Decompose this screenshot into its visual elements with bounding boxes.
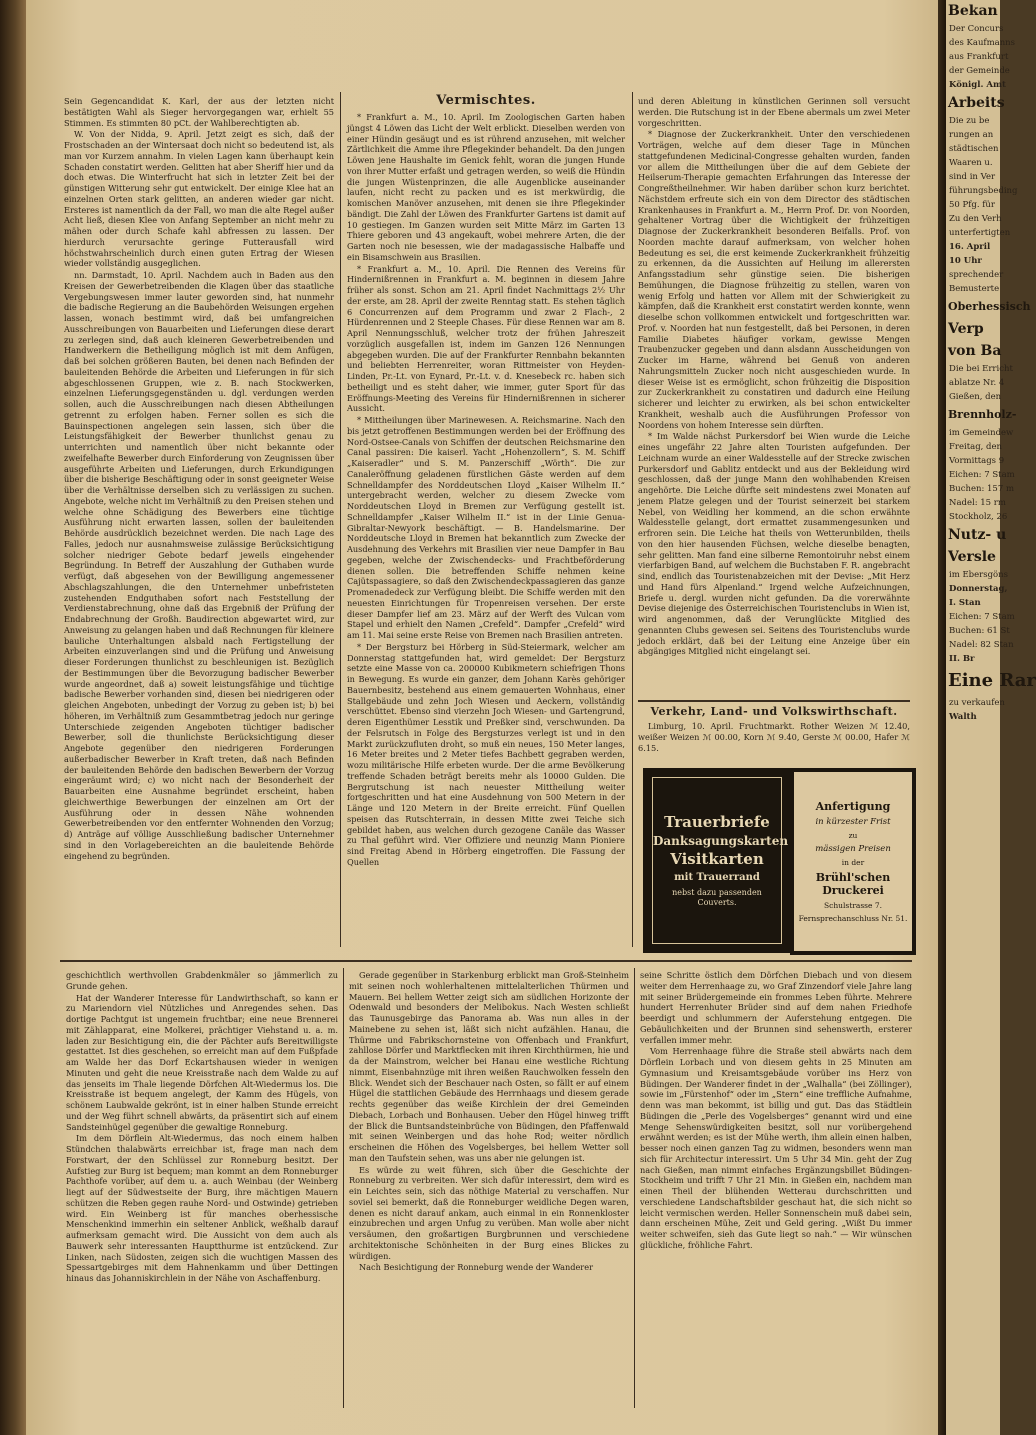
article-paragraph: * Mittheilungen über Marinewesen. A. Reichsmarine. Nach den bis jetzt getroffenen Bestimmungen werden bei der Eröffnung des Nord-Ostsee-Canals von Schiffen der deutschen Reichsmarine den Canal passiren: Die kaiserl. Yacht „Hohenzollern“, S. M. Schiff „Kaiseradler“ und S. M. Panzerschiff „Wörth“. Die zur Canaleröffnung geladenen fürstlichen Gäste werden auf dem Schnelldampfer des Norddeutschen Lloyd „Kaiser Wilhelm II.“ untergebracht werden, welcher zu diesem Zwecke vom Norddeutschen Lloyd in Bremen zur Verfügung gestellt ist. Schnelldampfer „Kaiser Wilhelm II.“ ist in der Linie Genua-Gibraltar-Newyork beschäftigt. — B. Handelsmarine. Der Norddeutsche Lloyd in Bremen hat bekanntlich zum Zwecke der Ausdehnung des Verkehrs mit Brasilien vier neue Dampfer in Bau gegeben, welche der Zwischendecks- und Frachtbeförderung dienen sollen. Die betreffenden Schiffe nehmen keine Cajütspassagiere, so daß den Zwischendeckpassagieren das ganze Promenadedeck zur Verfügung bleibt. Die Schiffe werden mit den neuesten Einrichtungen für Tropenreisen versehen. Der erste dieser Dampfer lief am 23. März auf der Werft des Vulcan vom Stapel und erhielt den Namen „Crefeld“. Dampfer „Crefeld“ wird am 11. Mai seine erste Reise von Bremen nach Brasilien antreten. xyxy=(347,415,625,640)
next-page-line: Eichen: 7 Stam xyxy=(949,612,1015,622)
article-paragraph: * Frankfurt a. M., 10. April. Im Zoologischen Garten haben jüngst 4 Löwen das Licht der Welt erblickt. Dieselben werden von einer Hündin gesäugt und es ist rührend anzusehen, mit welcher Zärtlichkeit die Amme ihre Pflegekinder behandelt. Da den jungen Löwen jene Haushalte im Genick fehlt, woran die jungen Hunde von ihrer Mutter erfaßt und getragen werden, so weiß die Hündin die jungen Wüstenprinzen, die alle Augenblicke auseinander laufen, nicht recht zu packen und es ist merkwürdig, die komischen Manöver anzusehen, mit denen sie ihre Pflegekinder bändigt. Die Zahl der Löwen des Frankfurter Gartens ist damit auf 10 gestiegen. Im Ganzen wurden seit Mitte März im Garten 13 Thiere geboren und 43 angekauft, wobei mehrere Arten, die der Garten noch nie besessen, wie der madagassische Halbaffe und ein Bisamschwein aus Brasilien. xyxy=(347,112,625,262)
next-page-line: ablatze Nr. 4 xyxy=(949,378,1005,388)
next-page-line: Vormittags 9 xyxy=(949,456,1005,466)
next-page-line: Buchen: 157 m xyxy=(949,484,1015,494)
next-page-line: 50 Pfg. für xyxy=(949,200,995,210)
next-page-line: städtischen xyxy=(949,144,999,154)
next-page-line: Bemusterte xyxy=(949,284,1000,294)
ad-line: Danksagungskarten xyxy=(653,833,789,848)
next-page-line: Die bei Erricht xyxy=(949,364,1013,374)
column-2 xyxy=(347,92,625,950)
article-paragraph: * Frankfurt a. M., 10. April. Die Rennen des Vereins für Hindernißrennen in Frankfurt a. M. beginnen in diesem Jahre früher als sonst. Schon am 21. April findet Nachmittags 2½ Uhr der erste, am 28. April der zweite Renntag statt. Es stehen täglich 6 Concurrenzen auf dem Programm und zwar 2 Flach-, 2 Hürdenrennen und 2 Steeple Chases. Für diese Rennen war am 8. April Nennungsschluß, welcher trotz der frühen Jahreszeit vorzüglich ausgefallen ist, indem im Ganzen 126 Nennungen abgegeben wurden. Die auf der Frankfurter Rennbahn bekannten und beliebten Herrenreiter, woran Rittmeister von Heyden-Linden, Pr.-Lt. von Eynard, Pr.-Lt. v. d. Knesebeck rc. haben sich betheiligt und es steht daher, wie immer, guter Sport für das Eröffnungs-Meeting des Vereins für Hindernißrennen in sicherer Aussicht. xyxy=(347,263,625,414)
ad-line: mässigen Preisen xyxy=(815,844,891,854)
next-page-line: zu verkaufen xyxy=(949,698,1005,708)
column-rule xyxy=(340,92,341,947)
next-page-line: sind in Ver xyxy=(949,172,996,182)
market-heading: Verkehr, Land- und Volkswirthschaft. xyxy=(650,705,898,718)
next-page-line: Nutz- u xyxy=(948,527,1007,543)
column-rule xyxy=(343,968,344,1408)
next-page-line: Versle xyxy=(948,549,996,565)
article-paragraph: * Diagnose der Zuckerkrankheit. Unter den verschiedenen Vorträgen, welche auf dem dieser Tage in München stattgefundenen Medicinal-Congresse gehalten wurden, fanden vor allem die Mittheilungen über die auf dem Gebiete der Heilserum-Therapie gemachten Erfahrungen das Interesse der Congreßtheilnehmer. Wir haben darüber schon kurz berichtet. Nächstdem erfreute sich ein von dem Director des städtischen Krankenhauses in Frankfurt a. M., Herrn Prof. Dr. von Noorden, gehaltener Vortrag über die Wichtigkeit der frühzeitigen Diagnose der Zuckerkrankheit besonderen Beifalls. Prof. von Noorden machte darauf aufmerksam, von welcher hohen Bedeutung es sei, die erst keimende Zuckerkrankheit frühzeitig zu erkennen, da die Aussichten auf Heilung im allerersten Anfangsstadium sehr günstige seien. Die bisherigen Bemühungen, die Diagnose frühzeitig zu stellen, waren von wenig Erfolg und hatten vor Allem mit der Schwierigkeit zu kämpfen, daß die Krankheit erst constatirt werden konnte, wenn dieselbe schon vollkommen entwickelt und fortgeschritten war. Prof. v. Noorden hat nun festgestellt, daß bei Personen, in deren Familie Diabetes häufiger vorkam, gewisse Mengen Traubenzucker gegeben und dann alsdann Ausscheidungen von Zucker im Harne, während bei Genuß von anderen Nahrungsmitteln Zucker noch nicht ausgeschieden wurde. In dieser Weise ist es ermöglicht, schon frühzeitig die Disposition zur Zuckerkrankheit zu constatiren und dadurch eine Heilung sicherer und leichter zu erwirken, als bei schon entwickelter Krankheit, weshalb auch die Ausführungen Professor von Noordens von hohem Interesse sein dürften. xyxy=(638,129,910,430)
article-paragraph: Sein Gegencandidat K. Karl, der aus der letzten nicht bestätigten Wahl als Sieger hervorgegangen war, erhielt 55 Stimmen. Es stimmten 80 pCt. der Wahlberechtigten ab. xyxy=(64,96,334,128)
article-paragraph: Nach Besichtigung der Ronneburg wende der Wanderer xyxy=(359,1262,593,1273)
page-gutter xyxy=(938,0,946,1435)
next-page-line: im Ebersgöns xyxy=(949,570,1008,580)
bottom-column-3 xyxy=(640,970,912,1410)
next-page-line: Der Concurs xyxy=(949,24,1004,34)
next-page-line: Arbeits xyxy=(948,95,1005,111)
next-page-line: sprechender xyxy=(949,270,1004,280)
next-page-line: I. Stan xyxy=(949,598,981,608)
ad-line: nebst dazu passenden Couverts. xyxy=(672,887,762,907)
next-page-line: des Kaufmanns xyxy=(949,38,1016,48)
article-paragraph: Gerade gegenüber in Starkenburg erblickt man Groß-Steinheim mit seinen noch wohlerhaltenen mittelalterlichen Thürmen und Mauern. Bei hellem Wetter zeigt sich am südlichen Horizonte der Odenwald und besonders der Melibokus. Nach Westen schließt das Taunusgebirge das Panorama ab. Was nun alles in der Mainebene zu sehen ist, läßt sich nicht aufzählen. Hanau, die Thürme und Fabrikschornsteine von Offenbach und Frankfurt, zahllose Dörfer und Marktflecken mit ihren Kirchthürmen, hie und da der Mainstrom, welcher bei Hanau eine westliche Richtung nimmt, Eisenbahnzüge mit ihren weißen Rauchwolken fesseln den Blick. Wendet sich der Beschauer nach Osten, so fällt er auf einem Hügel die stattlichen Gebäude des Herrnhaags und diesem gerade rechts gegenüber das weiße Kirchlein der drei Gemeinden Diebach, Lorbach und Bonhausen. Ueber den Hügel hinweg trifft der Blick die Buntsandsteinbrüche von Büdingen, den Pfaffenwald mit seinen Weinbergen und das hohe Rod; weiter nördlich erscheinen die Höhen des Vogelsberges, bei hellem Wetter soll man den Taufstein sehen, was uns aber nie gelungen ist. xyxy=(349,970,629,1163)
market-section xyxy=(638,704,910,762)
next-page-line: 10 Uhr xyxy=(949,256,982,266)
bottom-column-1 xyxy=(66,970,338,1410)
ad-line: mit Trauerrand xyxy=(674,871,760,883)
next-page-line: Bekan xyxy=(948,3,998,19)
section-heading: Vermischtes. xyxy=(436,93,536,108)
next-page-line: Eichen: 7 Stam xyxy=(949,470,1015,480)
next-page-line: Nadel: 82 Stan xyxy=(949,640,1014,650)
ad-line: in der xyxy=(841,858,865,867)
next-page-line: Oberhessisch xyxy=(948,300,1031,313)
next-page-line: II. Br xyxy=(949,654,975,664)
article-paragraph: Es würde zu weit führen, sich über die Geschichte der Ronneburg zu verbreiten. Wer sich dafür interessirt, dem wird es ein Leichtes sein, sich das nöthige Material zu verschaffen. Nur soviel sei bemerkt, daß die Ronneburger weidliche Degen waren, denen es nicht darauf ankam, auch einmal in ein Ronnenkloster einzubrechen und argen Unfug zu verüben. Man wolle aber nicht versäumen, den großartigen Burgbrunnen und verschiedene architektonische Schönheiten in der Burg eines Blickes zu würdigen. xyxy=(349,1164,629,1261)
article-paragraph: W. Von der Nidda, 9. April. Jetzt zeigt es sich, daß der Frostschaden an der Wintersaat doch nicht so bedeutend ist, als man vor Kurzem annahm. In vielen Lagen kann überhaupt kein Schaden constatirt werden. Gelitten hat aber Sheriff hier und da doch etwas. Die Winterfrucht hat sich in letzter Zeit bei der günstigen Witterung sehr gut entwickelt. Der einige Klee hat an einzelnen Orten stark gelitten, an anderen wieder gar nicht. Ersteres ist namentlich da der Fall, wo man die alte Regel außer Acht ließ, diesen Klee von Anfang September an nicht mehr zu mähen oder durch Schafe kahl abfressen zu lassen. Der hierdurch verursachte geringe Futterausfall wird höchstwahrscheinlich durch einen guten Ertrag der Wiesen wieder vollständig ausgeglichen. xyxy=(64,129,334,269)
next-page-line: Nadel: 15 rm xyxy=(949,498,1006,508)
next-page-line: Eine Rar xyxy=(948,670,1036,691)
column-rule xyxy=(632,92,633,947)
next-page-line: 16. April xyxy=(949,242,991,252)
next-page-line: Die zu be xyxy=(949,116,990,126)
ad-line: Trauerbriefe xyxy=(664,812,770,831)
market-report: Limburg, 10. April. Fruchtmarkt. Rother Weizen ℳ 12.40, weißer Weizen ℳ 00.00, Korn ℳ 9.40, Gerste ℳ 00.00, Hafer ℳ 6.15. xyxy=(638,721,910,753)
binding-spine xyxy=(0,0,26,1435)
mourning-letters-ad xyxy=(643,768,791,953)
next-page-line: führungsbeding xyxy=(949,186,1018,196)
article-paragraph: * Im Walde nächst Purkersdorf bei Wien wurde die Leiche eines ungefähr 22 Jahre alten Touristen aufgefunden. Der Leichnam wurde an einer Waldesstelle auf der Strecke zwischen Purkersdorf und Gablitz entdeckt und aus der Bekleidung wird geschlossen, daß der junge Mann den wohlhabenden Kreisen angehörte. Die Leiche dürfte seit mindestens zwei Monaten auf jenem Platze gelegen und der Tourist seinerzeit bei starkem Nebel, von Weidling her kommend, an die schon erwähnte Waldesstelle gelangt, dort ermattet zusammengesunken und erfroren sein. Die Leiche hat theils von Wetterunbilden, theils von den hier hausenden Füchsen, welche dieselbe benagten, sehr gelitten. Man fand eine silberne Remontoiruhr nebst einem vierfarbigen Band, auf welchem die Buchstaben F. R. angebracht sind, endlich das Touristenabzeichen mit der Devise: „Mit Herz und Hand fürs Alpenland.“ Irgend welche Aufzeichnungen, Briefe u. dergl. wurden nicht gefunden. Da die vorerwähnte Devise diejenige des Österreichischen Touristenclubs in Wien ist, wird angenommen, daß der Verunglückte Mitglied des genannten Clubs gewesen sei. Seitens des Touristenclubs wurde jedoch erklärt, daß bei der Leitung eine Anzeige über ein abgängiges Mitglied nicht eingelangt sei. xyxy=(638,431,910,657)
article-paragraph: geschichtlich werthvollen Grabdenkmäler so jämmerlich zu Grunde gehen. xyxy=(66,970,338,991)
article-paragraph: Im dem Dörflein Alt-Wiedermus, das noch einem halben Stündchen thalabwärts erreichbar ist, frage man nach dem Forstwart, der den Schlüssel zur Ronneburg besitzt. Der Aufstieg zur Burg ist bequem; man kommt an dem Ronneburger Pachthofe vorüber, auf dem u. a. auch Weinbau (der Weinberg liegt auf der Südwestseite der Burg, ihre mächtigen Mauern schützen die Reben gegen rauhe Nord- und Ostwinde) getrieben wird. Ein Weinberg ist für manches oberhessische Menschenkind immerhin ein seltener Anblick, weßhalb darauf aufmerksam gemacht wird. Die Aussicht von dem auch als Bauwerk sehr interessanten Hauptthurme ist entzückend. Zur Linken, nach Südosten, zeigen sich die wuchtigen Massen des Spessartgebirges mit dem Hahnenkamm und über Dettingen hinaus das Johanniskirchlein in der Nähe von Aschaffenburg. xyxy=(66,1133,338,1283)
article-paragraph: Hat der Wanderer Interesse für Landwirthschaft, so kann er zu Mariendorn viel Nützliches und Anregendes sehen. Das dortige Pachtgut ist ungemein fruchtbar; eine neue Brennerei mit Zählapparat, eine Molkerei, prächtiger Viehstand u. a. m. laden zur Besichtigung ein, die der Pächter aufs Bereitwilligste gestattet. Ist dies geschehen, so erreicht man auf dem Fußpfade am Walde her das Dorf Eckartshausen wieder in wenigen Minuten und geht die neue Kreisstraße nach dem Walde zu auf das jenseits im Thale liegende Dörfchen Alt-Wiedermus los. Die Kreisstraße ist bequem angelegt, der Kamm des Hügels, von schönem Laubwalde gekrönt, ist in einer halben Stunde erreicht und der Weg führt schnell abwärts, da präsentirt sich auf einem Sandsteinhügel gegenüber die gewaltige Ronneburg. xyxy=(66,992,338,1132)
bottom-column-2 xyxy=(349,970,629,1410)
next-page-line: Brennholz- xyxy=(948,408,1017,421)
ad-line: Anfertigung xyxy=(815,800,891,813)
next-page-line: Gießen, den xyxy=(949,392,1002,402)
print-shop-ad xyxy=(790,768,916,955)
horizontal-rule xyxy=(60,960,912,962)
ad-line: Visitkarten xyxy=(670,849,764,868)
column-3 xyxy=(638,96,910,696)
adjacent-page-fragment xyxy=(946,0,1036,1435)
next-page-line: von Ba xyxy=(948,343,1002,359)
ad-line: Schulstrasse 7. xyxy=(824,901,882,910)
next-page-line: der Gemeinde xyxy=(949,66,1010,76)
next-page-line: rungen an xyxy=(949,130,994,140)
section-rule xyxy=(638,700,910,702)
next-page-line: Zu den Verh xyxy=(949,214,1002,224)
next-page-line: Donnerstag, xyxy=(949,584,1008,594)
next-page-line: Verp xyxy=(948,321,984,337)
next-page-line: Königl. Amt xyxy=(949,80,1006,90)
article-paragraph: und deren Ableitung in künstlichen Gerinnen soll versucht werden. Die Rutschung ist in der Ebene abermals um zwei Meter vorgeschritten. xyxy=(638,96,910,128)
article-paragraph: * Der Bergsturz bei Hörberg in Süd-Steiermark, welcher am Donnerstag stattgefunden hat, wird gemeldet: Der Bergsturz setzte eine Masse von ca. 200000 Kubikmetern schiefrigen Thons in Bewegung. Es wurde ein ganzer, dem Johann Karès gehöriger Bauernbesitz, bestehend aus einem gemauerten Wohnhaus, einer Stallgebäude und zehn Joch Wiesen und Aeckern, vollständig verschüttet. Ebenso sind vierzehn Joch Wiesen- und Gartengrund, deren Eigenthümer Lesstik und Preßker sind, verschwunden. Da der Felsrutsch in Folge des Bergsturzes verlegt ist und in den Markt zurückzufluten droht, so muß ein neues, 150 Meter langes, 16 Meter breites und 2 Meter tiefes Bachbett gegraben werden, wozu militärische Hilfe erbeten wurde. Der die arme Bevölkerung treffende Schaden beträgt bereits mehr als 10000 Gulden. Die Bergrutschung ist nach neuester Mittheilung weiter fortgeschritten und hat eine Ausdehnung von 500 Metern in der Länge und 120 Metern in der Breite erreicht. Fünf Quellen speisen das Rutschterrain, in dessen Mitte zwei Teiche sich gebildet haben, aus welchen durch gezogene Canäle das Wasser zu Thal geführt wird. Vier Offiziere und neunzig Mann Pioniere sind Freitag Abend in Hörberg eingetroffen. Die Fassung der Quellen xyxy=(347,641,625,867)
next-page-line: Buchen: 61 St xyxy=(949,626,1010,636)
next-page-line: im Gemeindew xyxy=(949,428,1014,438)
next-page-line: Waaren u. xyxy=(949,158,993,168)
next-page-line: Freitag, den xyxy=(949,442,1002,452)
next-page-line: Stockholz, 26 xyxy=(949,512,1008,522)
article-paragraph: seine Schritte östlich dem Dörfchen Diebach und von diesem weiter dem Herrenhaage zu, wo Graf Zinzendorf viele Jahre lang mit seiner Brüdergemeinde ein frommes Leben führte. Mehrere hundert Herrenhuter Brüder sind auf dem nahen Friedhofe beerdigt und schlummern der Auferstehung entgegen. Die Gebäulichkeiten und der Brunnen sind sehenswerth, ersterer verfallen immer mehr. xyxy=(640,970,912,1045)
column-rule xyxy=(634,968,635,1408)
next-page-line: unterfertigten xyxy=(949,228,1011,238)
next-page-line: aus Frankfurt xyxy=(949,52,1009,62)
column-1 xyxy=(64,96,334,941)
ad-line: zu xyxy=(848,831,858,840)
ad-line: Brühl'schen Druckerei xyxy=(815,871,891,897)
ad-line: Fernsprechanschluss Nr. 51. xyxy=(798,914,908,923)
article-paragraph: nn. Darmstadt, 10. April. Nachdem auch in Baden aus den Kreisen der Gewerbetreibenden die Klagen über das staatliche Vergebungswesen immer lauter geworden sind, hat nunmehr die badische Regierung an die Baubehörden Weisungen ergehen lassen, wonach bestimmt wird, daß bei umfangreichen Ausschreibungen von Bauarbeiten und Lieferungen diese derart zu zerlegen sind, daß auch kleineren Gewerbetreibenden und Handwerkern die Betheiligung möglich ist mit dem Anfügen, daß bei solchen größeren Bauten, bei denen nach Befinden der bauleitenden Behörde die Arbeiten und Lieferungen in für sich abgeschlossenen Gruppen, wie z. B. nach Stockwerken, einzelnen Lieferungsgegenständen u. dgl. verdungen werden sollen, auch die Ausschreibungen nach diesen Abtheilungen getrennt zu erfolgen haben. Ferner sollen es sich die Bauinspectionen angelegen sein lassen, sich über die Leistungsfähigkeit der Bewerber thunlichst genau zu unterrichten und namentlich über nicht bekannte oder zweifelhafte Bewerber durch Einforderung von Zeugnissen über ausgeführte Arbeiten und Lieferungen, durch Erkundigungen über die bisherige Beschäftigung oder in sonst geeigneter Weise über die Verhältnisse derselben sich zu verlässigen zu suchen. Angebote, welche nicht im Verhältniß zu den Preisen stehen und welche ohne Schädigung des Bewerbers eine tüchtige Ausführung nicht erwarten lassen, sollen der bauleitenden Behörde ausdrücklich bezeichnet werden. Die nach Lage des Falles, jedoch nur ausnahmsweise zulässige Berücksichtigung solcher niedriger Gebote bedarf jeweils eingehender Begründung. In Betreff der Auszahlung der Guthaben wurde verfügt, daß abgesehen von der Bewilligung angemessener Abschlagszahlungen, die den Unternehmer unbefristeten zustehenden Endguthaben sofort nach Feststellung der Verdienstabrechnung, ohne daß das Ergebniß der Prüfung der Endabrechnung der Großh. Baudirection abgewartet wird, zur Anweisung zu gelangen haben und daß Rechnungen für kleinere bauliche Unterhaltungen alsbald nach Fertigstellung der Arbeiten einzuverlangen sind und die Prüfung und Anweisung dieser Forderungen thunlichst zu beschleunigen ist. Bezüglich der Bestimmungen über die Bevorzugung badischer Bewerber wurde angeordnet, daß a) soweit leistungsfähige und tüchtige badische Bewerber vorhanden sind, diesen bei niedrigeren oder gleichen Angeboten, unbedingt der Vorzug zu geben ist; b) bei höheren, im Verhältniß zum Gesammtbetrag jedoch nur geringe Unterschiede zeigenden Angeboten tüchtiger badischer Bewerber, soll die thunlichste Berücksichtigung dieser Angebote gegenüber den niedrigeren Forderungen außerbadischer Bewerber in Kraft treten, daß nach Befinden der bauleitenden Behörde den badischen Bewerbern der Vorzug eingeräumt wird; c) wo nicht nach der Besonderheit der Bauarbeiten eine Ausnahme begründet erscheint, haben gleichwerthige Bewerbungen der einzelnen am Ort der Ausführung oder in dessen Nähe wohnenden Gewerbetreibenden vor den entfernter Wohnenden den Vorzug; d) Anträge auf völlige Ausschließung badischer Unternehmer sind in den Vorlagebereichten an die bauleitende Behörde eingehend zu begründen. xyxy=(64,270,334,861)
ad-line: in kürzester Frist xyxy=(815,817,891,827)
next-page-line: Walth xyxy=(949,712,977,722)
article-paragraph: Vom Herrenhaage führe die Straße steil abwärts nach dem Dörflein Lorbach und von diesem gehts in 25 Minuten am Gymnasium und Kreisamtsgebäude vorüber ins Herz von Büdingen. Der Wanderer findet in der „Walhalla“ (bei Zöllinger), sowie im „Fürstenhof“ oder im „Stern“ eine treffliche Aufnahme, denn was man bekommt, ist billig und gut. Das das Städtlein Büdingen die „Perle des Vogelsberges“ genannt wird und eine Menge Sehenswürdigkeiten besitzt, soll nur vorübergehend erwähnt werden; es ist der Mühe werth, ihm allein einen halben, besser noch einen ganzen Tag zu widmen, besonders wenn man sich für Architectur interessirt. Um 5 Uhr 34 Min. geht der Zug nach Gießen, man nimmt einfaches Ergänzungsbillet Büdingen-Stockheim und trifft 7 Uhr 21 Min. in Gießen ein, nachdem man einen Theil der blühenden Wetterau durchschritten und verschiedene Landschaftsbilder geschaut hat, die sich nicht so leicht vermischen werden. Heller Sonnenschein muß dabei sein, dann erscheinen Mühe, Zeit und Geld gering. „Wißt Du immer weiter schweifen, sieh das Gute liegt so nah.“ — Wir wünschen glückliche, fröhliche Fahrt. xyxy=(640,1046,912,1250)
